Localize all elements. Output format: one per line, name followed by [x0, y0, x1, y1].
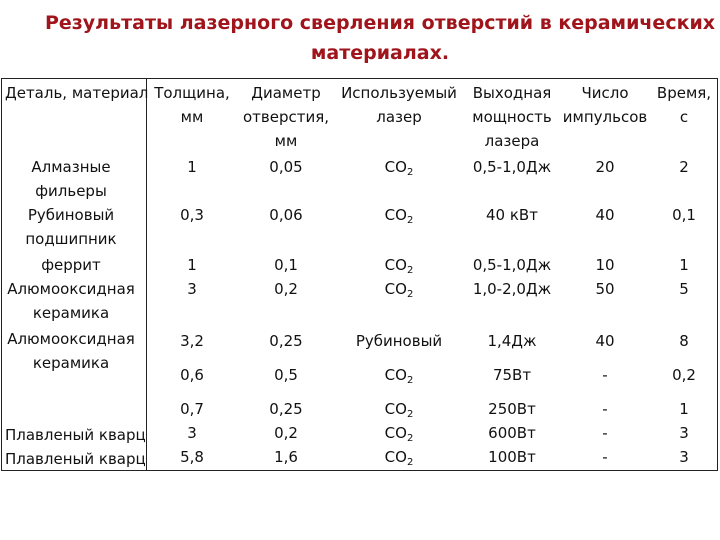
material-line: фильеры	[35, 182, 107, 200]
material-cell	[2, 327, 140, 375]
pulses-cell: 10	[595, 256, 615, 274]
thickness-cell: 0,3	[180, 206, 204, 224]
power-cell: 250Вт	[488, 400, 536, 418]
header-laser	[336, 81, 462, 129]
power-cell: 100Вт	[488, 448, 536, 466]
header-line: мощность	[472, 108, 552, 126]
header-pulses	[560, 81, 650, 129]
header-line: мм	[180, 108, 204, 126]
material-line: Плавленый кварц	[5, 426, 146, 444]
time-cell: 0,1	[672, 206, 696, 224]
diameter-cell: 0,25	[269, 332, 303, 350]
material-cell	[2, 277, 140, 325]
time-cell: 1	[679, 400, 689, 418]
diameter-cell: 0,2	[274, 280, 298, 298]
pulses-cell: -	[602, 400, 608, 418]
power-cell: 600Вт	[488, 424, 536, 442]
material-cell	[5, 447, 145, 471]
laser-name: СО	[384, 366, 407, 384]
laser-cell	[336, 363, 462, 387]
header-diameter	[236, 81, 336, 153]
material-line: керамика	[32, 304, 110, 322]
time-cell: 8	[679, 332, 689, 350]
material-line: керамика	[32, 354, 110, 372]
header-line: Выходная	[472, 84, 552, 102]
header-thickness	[152, 81, 232, 129]
power-cell: 1,0-2,0Дж	[472, 280, 552, 298]
thickness-cell: 1	[187, 256, 197, 274]
pulses-cell: 50	[595, 280, 615, 298]
time-cell: 5	[679, 280, 689, 298]
laser-subscript: 2	[406, 215, 414, 226]
laser-name: Рубиновый	[355, 332, 443, 350]
laser-subscript: 2	[406, 375, 414, 386]
laser-name: СО	[384, 256, 407, 274]
thickness-cell: 5,8	[180, 448, 204, 466]
laser-cell	[336, 421, 462, 445]
time-cell: 3	[679, 424, 689, 442]
laser-subscript: 2	[406, 409, 414, 420]
thickness-cell: 3	[187, 424, 197, 442]
laser-name: СО	[384, 280, 407, 298]
pulses-cell: -	[602, 448, 608, 466]
laser-name: СО	[384, 448, 407, 466]
header-line: Время,	[656, 84, 712, 102]
power-cell: 0,5-1,0Дж	[472, 256, 552, 274]
power-cell: 40 кВт	[486, 206, 538, 224]
power-cell: 75Вт	[492, 366, 532, 384]
material-line: Рубиновый	[27, 206, 115, 224]
material-line: подшипник	[25, 230, 117, 248]
header-line: Толщина,	[154, 84, 230, 102]
material-line: Алмазные	[31, 158, 111, 176]
laser-subscript: 2	[406, 265, 414, 276]
pulses-cell: 40	[595, 332, 615, 350]
diameter-cell: 0,5	[274, 366, 298, 384]
header-line: импульсов	[562, 108, 648, 126]
pulses-cell: 40	[595, 206, 615, 224]
diameter-cell: 0,1	[274, 256, 298, 274]
results-table	[1, 78, 718, 471]
material-line: Плавленый кварц	[5, 450, 146, 468]
thickness-cell: 3	[187, 280, 197, 298]
laser-cell	[336, 329, 462, 353]
laser-cell	[336, 445, 462, 469]
laser-subscript: 2	[406, 433, 414, 444]
header-line: с	[679, 108, 689, 126]
diameter-cell: 0,2	[274, 424, 298, 442]
column-divider	[146, 79, 147, 470]
material-cell	[2, 253, 140, 277]
laser-cell	[336, 277, 462, 301]
material-cell	[2, 203, 140, 251]
header-line: Используемый	[341, 84, 457, 102]
diameter-cell: 0,05	[269, 158, 303, 176]
material-cell	[5, 423, 145, 447]
time-cell: 0,2	[672, 366, 696, 384]
power-cell: 0,5-1,0Дж	[472, 158, 552, 176]
material-line: Алюмооксидная	[7, 330, 135, 348]
header-line: лазер	[376, 108, 422, 126]
thickness-cell: 0,6	[180, 366, 204, 384]
thickness-cell: 3,2	[180, 332, 204, 350]
pulses-cell: 20	[595, 158, 615, 176]
pulses-cell: -	[602, 424, 608, 442]
laser-cell	[336, 397, 462, 421]
laser-name: СО	[384, 206, 407, 224]
diameter-cell: 0,06	[269, 206, 303, 224]
diameter-cell: 0,25	[269, 400, 303, 418]
page-title: Результаты лазерного сверления отверстий в керамических материалах.	[44, 12, 716, 64]
header-line: Деталь, материал	[5, 84, 149, 102]
header-line: мм	[274, 132, 298, 150]
header-power	[462, 81, 562, 153]
pulses-cell: -	[602, 366, 608, 384]
header-line: лазера	[484, 132, 540, 150]
laser-cell	[336, 253, 462, 277]
header-line: Число	[581, 84, 629, 102]
diameter-cell: 1,6	[274, 448, 298, 466]
material-line: Алюмооксидная	[7, 280, 135, 298]
laser-cell	[336, 155, 462, 179]
thickness-cell: 1	[187, 158, 197, 176]
header-material	[5, 81, 149, 105]
material-line: феррит	[41, 256, 101, 274]
laser-name: СО	[384, 424, 407, 442]
power-cell: 1,4Дж	[487, 332, 537, 350]
time-cell: 2	[679, 158, 689, 176]
material-cell	[2, 155, 140, 203]
time-cell: 3	[679, 448, 689, 466]
header-time	[646, 81, 720, 129]
laser-name: СО	[384, 400, 407, 418]
thickness-cell: 0,7	[180, 400, 204, 418]
laser-subscript: 2	[406, 289, 414, 300]
laser-name: СО	[384, 158, 407, 176]
laser-subscript: 2	[406, 457, 414, 468]
header-line: Диаметр	[251, 84, 321, 102]
laser-subscript: 2	[406, 167, 414, 178]
time-cell: 1	[679, 256, 689, 274]
laser-cell	[336, 203, 462, 227]
header-line: отверстия,	[242, 108, 330, 126]
